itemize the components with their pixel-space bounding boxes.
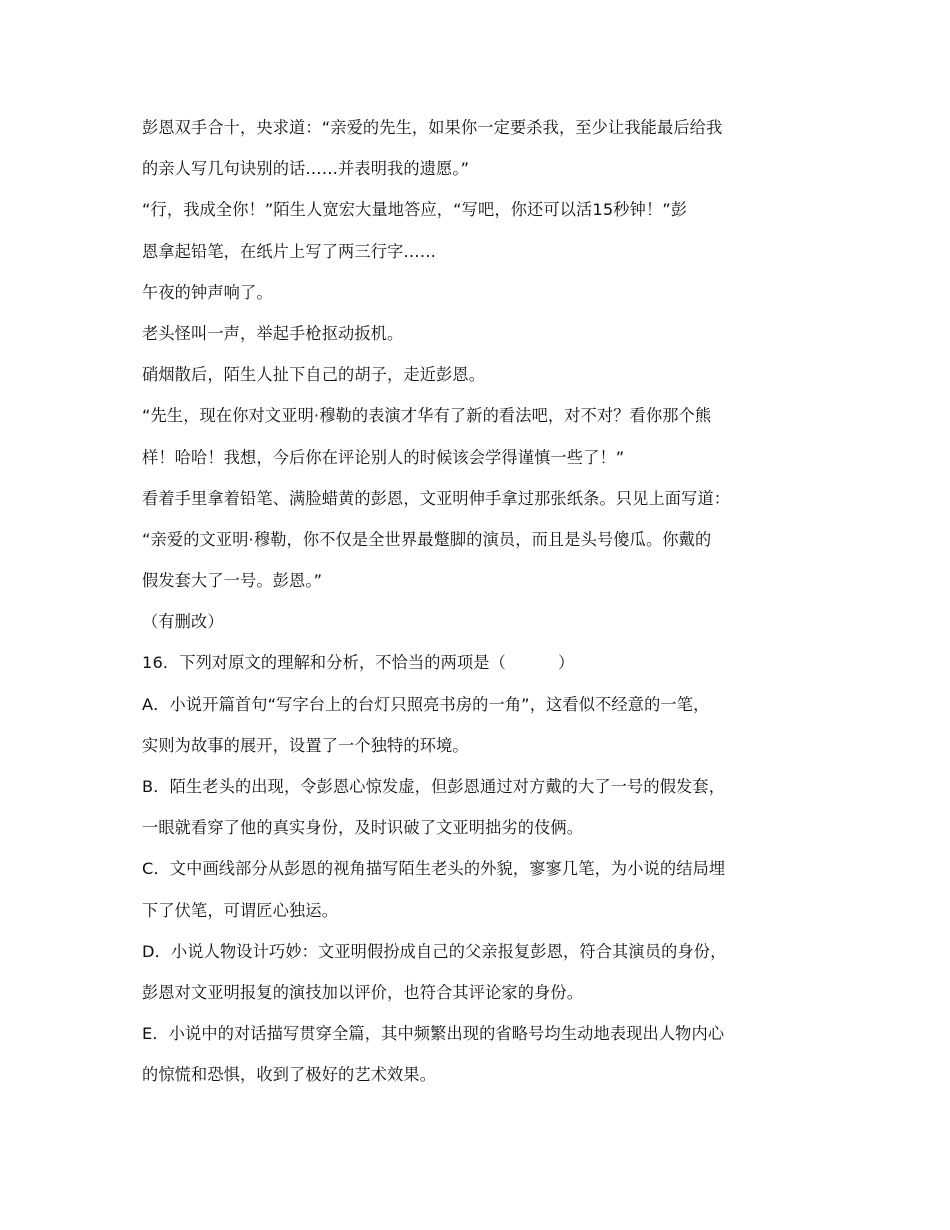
text-line: “亲爱的文亚明·穆勒，你不仅是全世界最蹩脚的演员，而且是头号傻瓜。你戴的 bbox=[142, 529, 712, 549]
text-line: 午夜的钟声响了。 bbox=[142, 282, 273, 302]
option-line: E．小说中的对话描写贯穿全篇，其中频繁出现的省略号均生动地表现出人物内心 bbox=[142, 1024, 725, 1044]
document-content bbox=[142, 107, 822, 1096]
option-line: 彭恩对文亚明报复的演技加以评价，也符合其评论家的身份。 bbox=[142, 982, 584, 1002]
text-line: 看着手里拿着铅笔、满脸蜡黄的彭恩，文亚明伸手拿过那张纸条。只见上面写道： bbox=[142, 488, 731, 508]
question-stem-suffix: ） bbox=[557, 653, 575, 673]
text-line: “行，我成全你！”陌生人宽宏大量地答应，“写吧，你还可以活15秒钟！”彭 bbox=[142, 200, 688, 220]
option-line: 实则为故事的展开，设置了一个独特的环境。 bbox=[142, 735, 469, 755]
option-line: 的惊慌和恐惧，收到了极好的艺术效果。 bbox=[142, 1065, 437, 1085]
question-stem-prefix: 16．下列对原文的理解和分析，不恰当的两项是（ bbox=[142, 653, 506, 673]
text-line: 老头怪叫一声，举起手枪抠动扳机。 bbox=[142, 323, 404, 343]
question-stem bbox=[142, 642, 822, 683]
option-line: B．陌生老头的出现，令彭恩心惊发虚，但彭恩通过对方戴的大了一号的假发套， bbox=[142, 777, 726, 796]
text-line: “先生，现在你对文亚明·穆勒的表演才华有了新的看法吧，对不对？看你那个熊 bbox=[142, 406, 712, 426]
option-line: C．文中画线部分从彭恩的视角描写陌生老头的外貌，寥寥几笔，为小说的结局埋 bbox=[142, 859, 726, 879]
text-line: 假发套大了一号。彭恩。” bbox=[142, 571, 323, 591]
text-line: 恩拿起铅笔，在纸片上写了两三行字…… bbox=[142, 241, 437, 261]
text-line: 硝烟散后，陌生人扯下自己的胡子，走近彭恩。 bbox=[142, 365, 486, 385]
text-line: 彭恩双手合十，央求道：“亲爱的先生，如果你一定要杀我，至少让我能最后给我 bbox=[142, 118, 723, 137]
text-line: 的亲人写几句诀别的话……并表明我的遗愿。” bbox=[142, 159, 470, 179]
text-line: 样！哈哈！我想，今后你在评论别人的时候该会学得谨慎一些了！” bbox=[142, 447, 625, 467]
option-line: 一眼就看穿了他的真实身份，及时识破了文亚明拙劣的伎俩。 bbox=[142, 818, 584, 838]
option-line: 下了伏笔，可谓匠心独运。 bbox=[142, 900, 339, 920]
option-line: A．小说开篇首句“写字台上的台灯只照亮书房的一角”，这看似不经意的一笔， bbox=[142, 694, 710, 714]
option-line: D．小说人物设计巧妙：文亚明假扮成自己的父亲报复彭恩，符合其演员的身份， bbox=[142, 941, 727, 961]
source-note: （有删改） bbox=[142, 612, 224, 632]
